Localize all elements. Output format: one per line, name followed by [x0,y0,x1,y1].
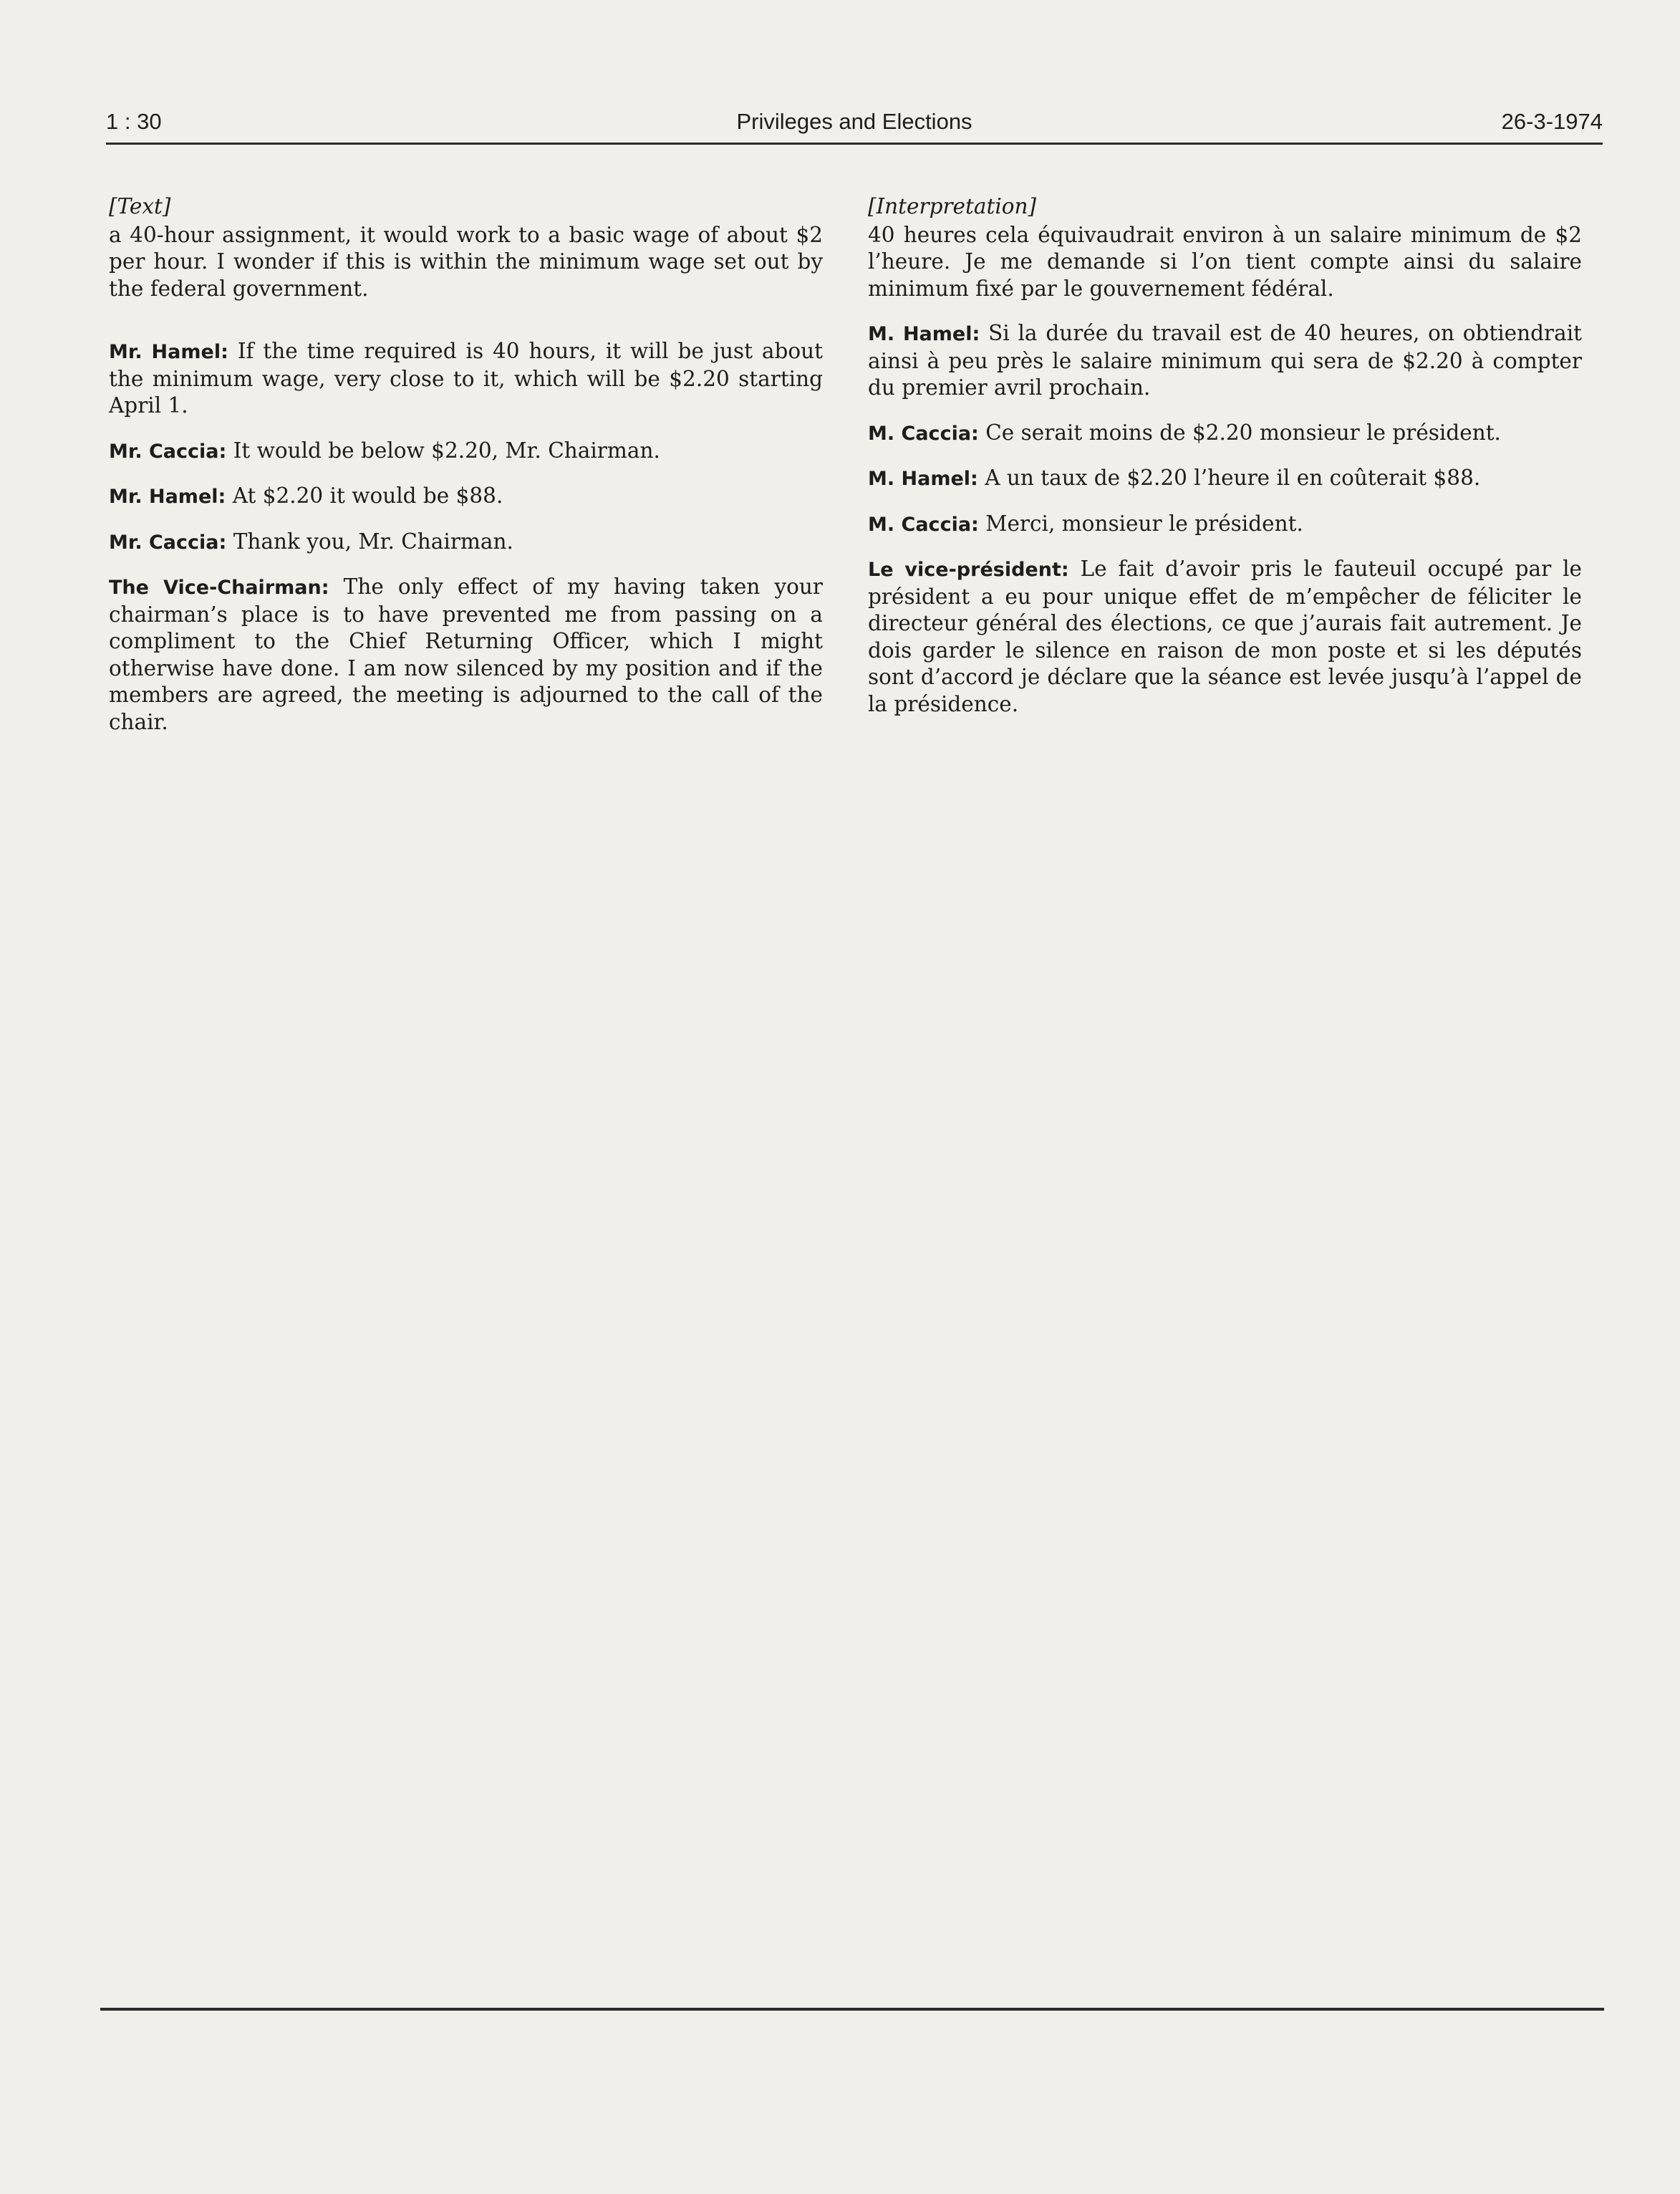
speaker-name: Mr. Hamel: [109,486,226,508]
page-header [106,109,1603,143]
english-column [109,193,823,754]
section-label-text: [Text] [109,194,171,218]
speaker-name: The Vice-Chairman: [109,577,329,599]
speech-text: At $2.20 it would be $88. [232,483,503,508]
speech-paragraph [109,438,823,466]
speaker-name: M. Hamel: [868,468,978,490]
speech-text: Merci, monsieur le président. [985,511,1303,536]
section-label-interpretation: [Interpretation] [868,194,1037,218]
speech-paragraph [868,420,1582,448]
speaker-name: Mr. Caccia: [109,440,227,463]
speech-paragraph [109,574,823,736]
speaker-name: Mr. Caccia: [109,531,227,554]
speech-paragraph [109,483,823,511]
speech-paragraph [868,465,1582,493]
speaker-name: M. Hamel: [868,323,980,345]
speech-paragraph [868,511,1582,539]
speaker-name: M. Caccia: [868,422,979,445]
header-rule [106,143,1603,145]
page-title: Privileges and Elections [736,109,972,134]
page-number: 1 : 30 [106,109,162,134]
speech-text: A un taux de $2.20 l’heure il en coûterait $88. [985,466,1481,490]
speech-text: If the time required is 40 hours, it will be just about the minimum wage, very close to it, which will be $2.20 starting April 1. [109,339,823,418]
speaker-name: Mr. Hamel: [109,341,228,363]
speech-text: The only effect of my having taken your chairman’s place is to have prevented me from passing on a compliment to the Chief Returning Officer, which I might otherwise have done. I am now silenced by my position and if the members are agreed, the meeting is adjourned to the call of the chair. [109,574,824,734]
page-date: 26-3-1974 [1501,109,1603,134]
speech-paragraph [868,556,1582,718]
french-column [868,193,1582,736]
speech-text: It would be below $2.20, Mr. Chairman. [233,438,660,463]
speech-paragraph [109,529,823,557]
speech-paragraph [868,320,1582,402]
speech-text: Thank you, Mr. Chairman. [233,529,513,554]
speech-text: Le fait d’avoir pris le fauteuil occupé par le président a eu pour unique effet de m’empêcher de féliciter le directeur général des élections, ce que j’aurais fait autrement. Je dois garder le silence en raison de mon poste et si les députés sont d’accord je déclare que la séance est levée jusqu’à l’appel de la présidence. [868,557,1582,716]
speaker-name: Le vice-président: [868,559,1069,581]
speaker-name: M. Caccia: [868,513,979,536]
intro-paragraph: a 40-hour assignment, it would work to a basic wage of about $2 per hour. I wonder if this is within the minimum wage set out by the federal government. [109,222,823,301]
bottom-rule [100,2008,1604,2011]
speech-text: Si la durée du travail est de 40 heures, on obtiendrait ainsi à peu près le salaire minimum qui sera de $2.20 à compter du premier avril prochain. [868,321,1582,400]
speech-paragraph [109,338,823,420]
intro-paragraph: 40 heures cela équivaudrait environ à un salaire minimum de $2 l’heure. Je me demande si l’on tient compte ainsi du salaire minimum fixé par le gouvernement fédéral. [868,222,1582,301]
speech-text: Ce serait moins de $2.20 monsieur le président. [985,420,1501,445]
